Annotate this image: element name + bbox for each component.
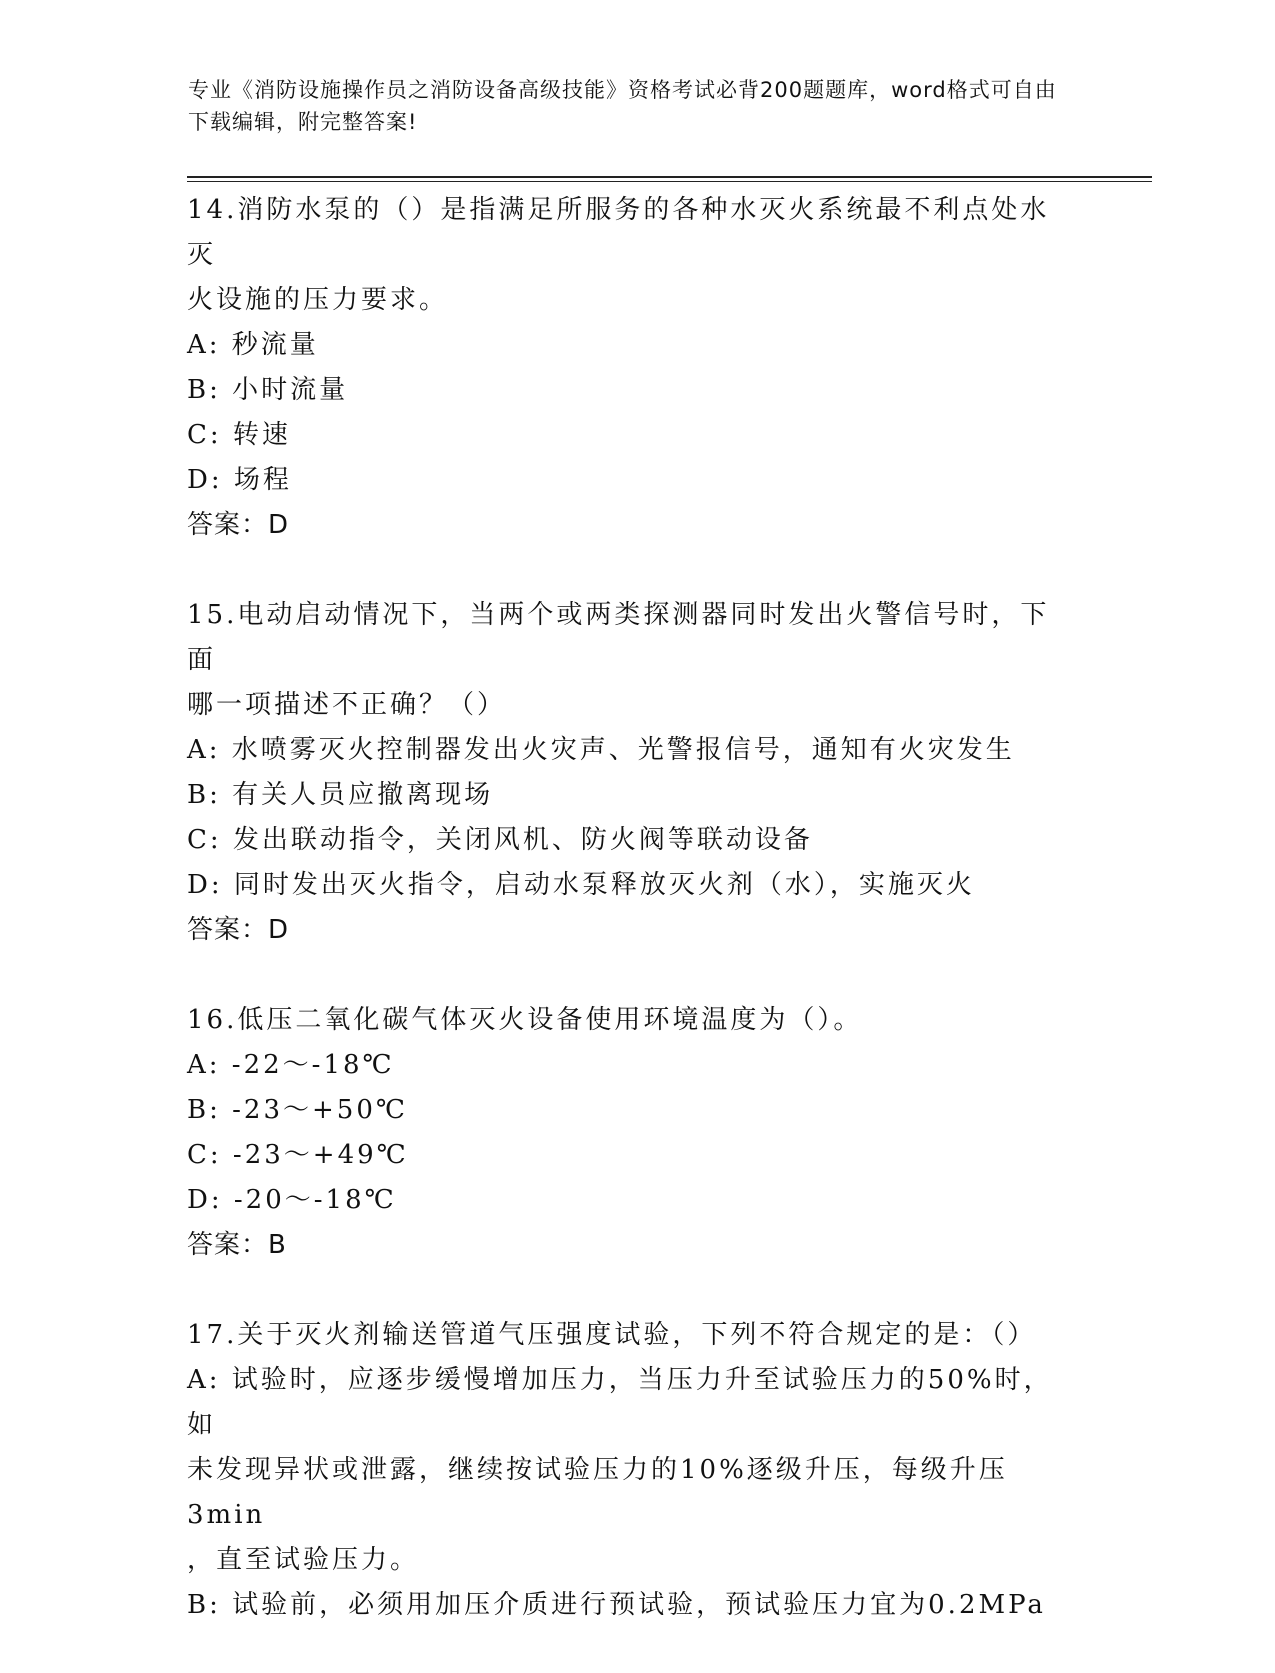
option-a-continued: ，直至试验压力。: [187, 1545, 420, 1575]
option-c: C: 转速: [187, 420, 291, 450]
question-14: [187, 188, 1077, 548]
question-stem: 16.低压二氧化碳气体灭火设备使用环境温度为（）。: [187, 1005, 863, 1035]
answer-label: 答案：B: [187, 1230, 287, 1260]
header-divider-thin: [187, 181, 1152, 182]
document-header: 专业《消防设施操作员之消防设备高级技能》资格考试必背200题题库，word格式可自由下载编辑，附完整答案!: [188, 78, 1057, 134]
option-b: B: 小时流量: [187, 375, 349, 405]
option-b: B: 有关人员应撤离现场: [187, 780, 494, 810]
option-d: D: -20～-18℃: [187, 1185, 397, 1215]
option-a: A: 水喷雾灭火控制器发出火灾声、光警报信号，通知有火灾发生: [187, 735, 1015, 765]
question-stem: 14.消防水泵的（）是指满足所服务的各种水灭火系统最不利点处水灭: [187, 195, 1050, 270]
option-d: D: 同时发出灭火指令，启动水泵释放灭火剂（水），实施灭火: [187, 870, 975, 900]
question-15: [187, 593, 1077, 953]
option-a: A: -22～-18℃: [187, 1050, 395, 1080]
option-b: B: -23～+50℃: [187, 1095, 408, 1125]
option-c: C: -23～+49℃: [187, 1140, 409, 1170]
answer-label: 答案：D: [187, 510, 290, 540]
question-stem: 哪一项描述不正确？（）: [187, 690, 507, 720]
question-stem: 火设施的压力要求。: [187, 285, 449, 315]
option-a: A: 试验时，应逐步缓慢增加压力，当压力升至试验压力的50%时，如: [187, 1365, 1053, 1440]
option-c: C: 发出联动指令，关闭风机、防火阀等联动设备: [187, 825, 813, 855]
option-d: D: 场程: [187, 465, 292, 495]
option-a-continued: 未发现异状或泄露，继续按试验压力的10%逐级升压，每级升压3min: [187, 1455, 1008, 1530]
header-divider: [187, 176, 1152, 178]
question-17: [187, 1313, 1077, 1628]
answer-label: 答案：D: [187, 915, 290, 945]
question-stem: 15.电动启动情况下，当两个或两类探测器同时发出火警信号时，下面: [187, 600, 1050, 675]
question-stem: 17.关于灭火剂输送管道气压强度试验，下列不符合规定的是：（）: [187, 1320, 1037, 1350]
option-a: A: 秒流量: [187, 330, 319, 360]
question-16: [187, 998, 1077, 1268]
option-b: B: 试验前，必须用加压介质进行预试验，预试验压力宜为0.2MPa: [187, 1590, 1046, 1620]
question-list: [187, 188, 1077, 1673]
